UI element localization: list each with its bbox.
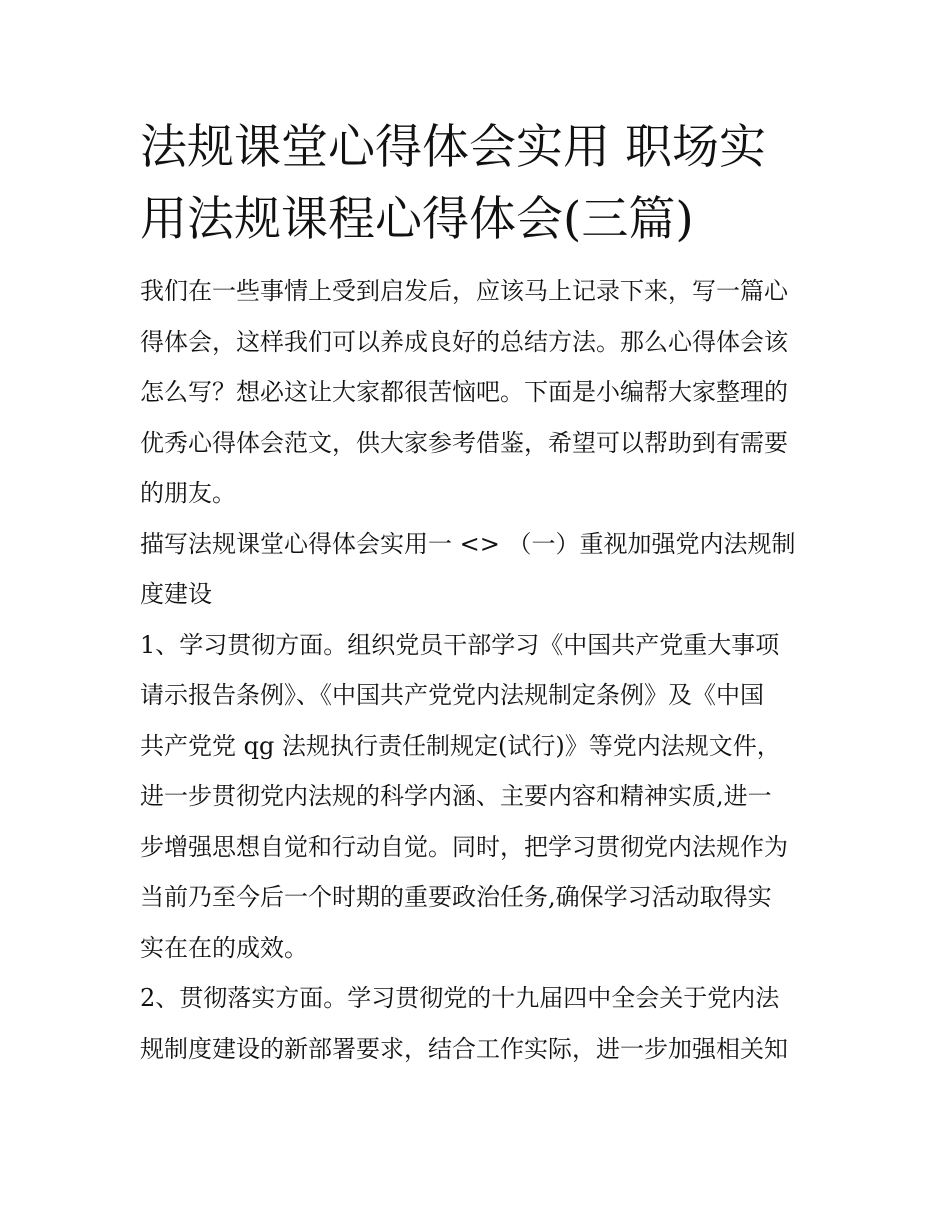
body-line: 共产党党 qg 法规执行责任制规定(试行)》等党内法规文件， <box>140 731 781 760</box>
document-title <box>140 112 815 256</box>
body-line: 实在在的成效。 <box>140 933 308 962</box>
body-line: 1、学习贯彻方面。组织党员干部学习《中国共产党重大事项 <box>140 630 780 659</box>
body-line: 得体会，这样我们可以养成良好的总结方法。那么心得体会该 <box>140 327 788 356</box>
section-heading-line: 描写法规课堂心得体会实用一 <> （一）重视加强党内法规制 <box>140 529 796 558</box>
body-line: 当前乃至今后一个时期的重要政治任务,确保学习活动取得实 <box>140 883 772 911</box>
document-page <box>140 112 815 1074</box>
title-line: 法规课堂心得体会实用 职场实 <box>140 120 766 175</box>
section-heading-line: 度建设 <box>140 580 212 608</box>
body-line: 请示报告条例》、《中国共产党党内法规制定条例》及《中国 <box>140 681 764 709</box>
body-line: 规制度建设的新部署要求，结合工作实际，进一步加强相关知 <box>140 1034 788 1063</box>
body-line: 优秀心得体会范文，供大家参考借鉴，希望可以帮助到有需要 <box>140 428 788 457</box>
body-line: 的朋友。 <box>140 479 236 507</box>
body-line: 2、贯彻落实方面。学习贯彻党的十九届四中全会关于党内法 <box>140 984 780 1012</box>
body-line: 我们在一些事情上受到启发后，应该马上记录下来，写一篇心 <box>140 277 788 305</box>
body-line: 步增强思想自觉和行动自觉。同时，把学习贯彻党内法规作为 <box>140 832 788 861</box>
title-line: 用法规课程心得体会(三篇) <box>140 192 694 247</box>
body-line: 进一步贯彻党内法规的科学内涵、主要内容和精神实质,进一 <box>140 782 772 810</box>
document-body <box>140 266 815 1074</box>
body-line: 怎么写？想必这让大家都很苦恼吧。下面是小编帮大家整理的 <box>140 378 788 406</box>
